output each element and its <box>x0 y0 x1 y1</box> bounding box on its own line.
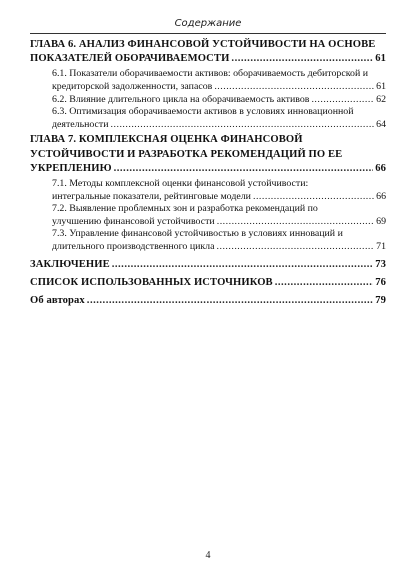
section-6-1-title-line-1: 6.1. Показатели оборачиваемости активов: оборачиваемость дебиторской и <box>52 68 369 80</box>
dot-leader <box>217 216 374 229</box>
toc-about-authors[interactable] <box>30 294 386 308</box>
table-of-contents <box>30 38 386 308</box>
toc-section-7-1[interactable] <box>30 178 386 203</box>
toc-section-6-3[interactable] <box>30 106 386 131</box>
dot-leader <box>311 94 374 107</box>
page-number: 4 <box>205 550 211 561</box>
dot-leader <box>111 119 375 132</box>
toc-conclusion[interactable] <box>30 258 386 272</box>
header-rule <box>30 33 386 34</box>
chapter-7-title-line-2: УСТОЙЧИВОСТИ И РАЗРАБОТКА РЕКОМЕНДАЦИЙ ПО ЕЕ <box>30 148 343 160</box>
toc-section-6-2[interactable] <box>30 94 386 107</box>
section-6-3-page: 64 <box>376 118 386 130</box>
section-6-2-page: 62 <box>376 93 386 105</box>
toc-section-7-2[interactable] <box>30 203 386 228</box>
section-7-2-title-line-2: улучшению финансовой устойчивости <box>52 215 215 227</box>
section-7-1-page: 66 <box>376 190 386 202</box>
chapter-7-page: 66 <box>375 162 386 174</box>
about-authors-title: Об авторах <box>30 294 85 306</box>
chapter-6-page: 61 <box>375 53 386 65</box>
section-6-1-page: 61 <box>376 81 386 92</box>
dot-leader <box>114 162 374 176</box>
chapter-6-title-line-2: ПОКАЗАТЕЛЕЙ ОБОРАЧИВАЕМОСТИ <box>30 53 230 65</box>
conclusion-title: ЗАКЛЮЧЕНИЕ <box>30 258 110 270</box>
section-7-3-title-line-2: длительного производственного цикла <box>52 240 215 252</box>
chapter-7-title-line-3: УКРЕПЛЕНИЮ <box>30 162 112 174</box>
dot-leader <box>112 258 373 272</box>
dot-leader <box>253 191 374 204</box>
dot-leader <box>231 52 373 66</box>
section-7-2-page: 69 <box>376 215 386 227</box>
references-title: СПИСОК ИСПОЛЬЗОВАННЫХ ИСТОЧНИКОВ <box>30 276 273 288</box>
toc-section-7-3[interactable] <box>30 228 386 253</box>
about-authors-page: 79 <box>375 294 386 306</box>
toc-chapter-7[interactable] <box>30 133 386 176</box>
section-7-1-title-line-1: 7.1. Методы комплексной оценки финансовой устойчивости: <box>52 177 309 189</box>
running-header: Содержание <box>174 18 242 29</box>
dot-leader <box>275 276 373 290</box>
references-page: 76 <box>375 276 386 288</box>
section-6-3-title-line-2: деятельности <box>52 118 109 130</box>
chapter-6-title-line-1: ГЛАВА 6. АНАЛИЗ ФИНАНСОВОЙ УСТОЙЧИВОСТИ НА ОСНОВЕ <box>30 39 376 50</box>
section-6-2-title: 6.2. Влияние длительного цикла на оборачиваемость активов <box>52 93 310 105</box>
section-7-3-title-line-1: 7.3. Управление финансовой устойчивостью в условиях инноваций и <box>52 228 343 240</box>
toc-references[interactable] <box>30 276 386 290</box>
conclusion-page: 73 <box>375 258 386 270</box>
chapter-7-title-line-1: ГЛАВА 7. КОМПЛЕКСНАЯ ОЦЕНКА ФИНАНСОВОЙ <box>30 134 303 146</box>
section-7-1-title-line-2: интегральные показатели, рейтинговые модели <box>52 190 251 202</box>
toc-chapter-6[interactable] <box>30 38 386 66</box>
section-7-3-page: 71 <box>376 240 386 252</box>
section-6-3-title-line-1: 6.3. Оптимизация оборачиваемости активов в условиях инновационной <box>52 106 354 118</box>
dot-leader <box>214 81 374 94</box>
section-6-1-title-line-2: кредиторской задолженности, запасов <box>52 81 213 92</box>
dot-leader <box>217 241 375 254</box>
dot-leader <box>87 294 373 308</box>
section-7-2-title-line-1: 7.2. Выявление проблемных зон и разработка рекомендаций по <box>52 203 318 215</box>
toc-section-6-1[interactable] <box>30 68 386 93</box>
